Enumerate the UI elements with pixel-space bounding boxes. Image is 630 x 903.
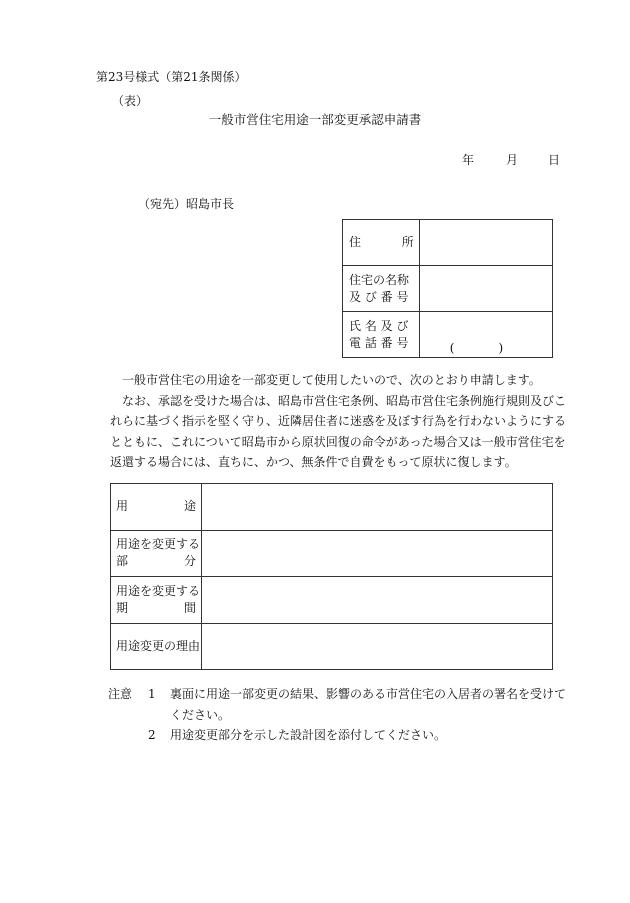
part-label: 用途を変更する 部 分 [111,530,202,577]
use-change-table [110,483,553,670]
date-line [462,151,560,168]
period-label: 用途を変更する 期 間 [111,577,202,624]
housing-field[interactable] [419,266,552,312]
use-label: 用 途 [111,484,202,531]
period-field[interactable] [202,577,553,624]
name-phone-label: 氏 名 及 び 電 話 番 号 [343,312,420,358]
side-label: （表） [112,94,149,108]
use-field[interactable] [202,484,553,531]
year-label: 年 [462,153,475,167]
form-number: 第23号様式（第21条関係） [96,70,247,84]
addressee: （宛先）昭島市長 [138,197,235,211]
note-1: 注意 1 裏面に用途一部変更の結果、影響のある市営住宅の入居者の署名を受けてください。 [108,684,570,725]
phone-parentheses: ( ) [449,341,504,355]
paragraph-1: 一般市営住宅の用途を一部変更して使用したいので、次のとおり申請します。 [122,373,541,387]
month-label: 月 [506,153,519,167]
notes [108,684,570,746]
address-field[interactable] [419,220,552,266]
page-title: 一般市営住宅用途一部変更承認申請書 [208,112,422,127]
part-field[interactable] [202,530,553,577]
housing-label: 住宅の名称 及 び 番 号 [343,266,420,312]
reason-field[interactable] [202,623,553,670]
applicant-table [342,219,553,358]
reason-label: 用途変更の理由 [111,623,202,670]
name-phone-field[interactable] [419,312,552,358]
address-label: 住 所 [343,220,420,266]
declaration-text [110,370,570,473]
note-2: 2 用途変更部分を示した設計図を添付してください。 [148,728,447,742]
day-label: 日 [548,153,561,167]
paragraph-2: なお、承認を受けた場合は、昭島市営住宅条例、昭島市営住宅条例施行規則及びこれらに基づく指示を堅く守り、近隣居住者に迷惑を及ぼす行為を行わないようにするとともに、これについて昭島市から原状回復の命令があった場合又は一般市営住宅を返還する場合には、直ちに、かつ、無条件で自費をもって原状に復します。 [110,393,567,469]
notes-heading: 注意 [108,687,133,701]
